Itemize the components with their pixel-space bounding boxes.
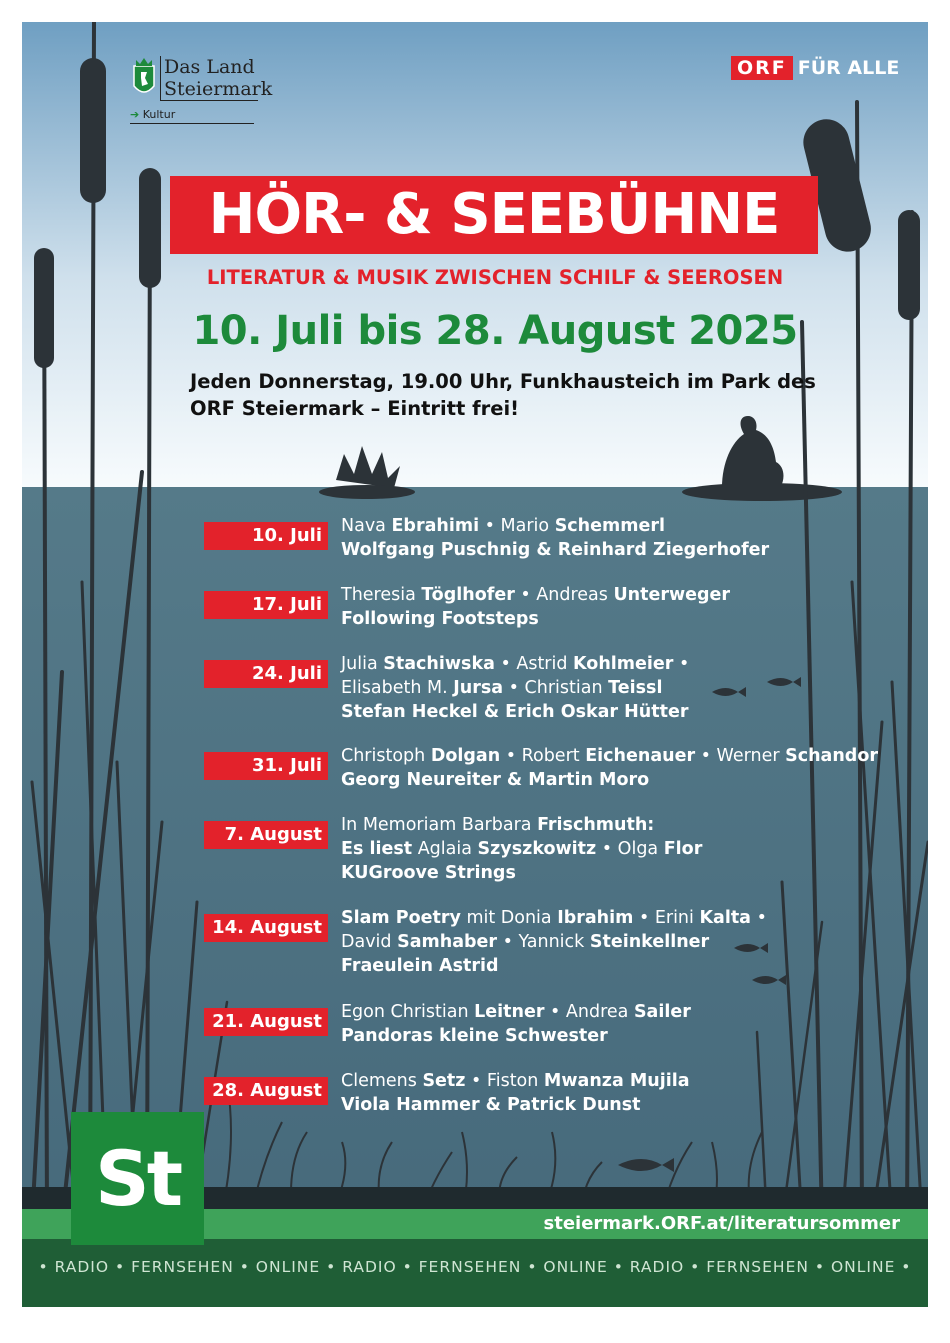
performer-name: Teissl	[608, 678, 663, 698]
land-steiermark-logo	[130, 56, 273, 126]
performer-text: Theresia	[341, 585, 422, 605]
page-title: HÖR- & SEEBÜHNE	[170, 176, 818, 254]
performer-text: • Andreas	[514, 585, 614, 605]
performer-text: Elisabeth M.	[341, 678, 454, 698]
st-logo: St	[71, 1112, 204, 1245]
performer-name: Mwanza Mujila	[543, 1071, 690, 1091]
performer-text: • Fiston	[465, 1071, 544, 1091]
program-date: 31. Juli	[204, 752, 328, 780]
orf-claim: FÜR ALLE	[797, 57, 900, 79]
performer-text: mit Donia	[460, 908, 558, 928]
performer-line	[341, 930, 901, 954]
performer-line	[341, 906, 901, 930]
performer-name: Viola Hammer & Patrick Dunst	[341, 1095, 641, 1115]
performer-text: • Olga	[596, 839, 664, 859]
performer-text: Clemens	[341, 1071, 423, 1091]
performer-name: Eichenauer	[585, 746, 696, 766]
channels-line: • RADIO • FERNSEHEN • ONLINE • RADIO • FERNSEHEN • ONLINE • RADIO • FERNSEHEN • ONLINE •	[38, 1258, 912, 1276]
program-date: 10. Juli	[204, 522, 328, 550]
performer-line	[341, 1024, 901, 1048]
performer-name: Stachiwska	[383, 654, 495, 674]
performer-text: • Erini	[633, 908, 700, 928]
performer-line	[341, 813, 901, 837]
performer-line	[341, 837, 901, 861]
performer-name: Ebrahimi	[391, 516, 480, 536]
performer-name: Kohlmeier	[573, 654, 674, 674]
performer-line	[341, 652, 901, 676]
performer-line	[341, 954, 901, 978]
performer-text: David	[341, 932, 398, 952]
performer-line	[341, 1069, 901, 1093]
performer-text: • Christian	[503, 678, 609, 698]
coat-of-arms-icon	[130, 56, 158, 100]
performer-text: In Memoriam Barbara	[341, 815, 538, 835]
performer-line	[341, 861, 901, 885]
performer-line	[341, 583, 901, 607]
performer-name: Setz	[422, 1071, 466, 1091]
orf-logo	[731, 56, 899, 80]
performer-name: Es liest	[341, 839, 413, 859]
program-performers	[341, 1069, 901, 1117]
performer-line	[341, 607, 901, 631]
performer-text: • Yannick	[497, 932, 590, 952]
website-url[interactable]: steiermark.ORF.at/literatursommer	[543, 1213, 900, 1234]
performer-text: • Andrea	[544, 1002, 634, 1022]
program-performers	[341, 652, 901, 724]
performer-name: Pandoras kleine Schwester	[341, 1026, 608, 1046]
performer-name: Kalta	[699, 908, 751, 928]
program-date: 28. August	[204, 1077, 328, 1105]
program-date: 7. August	[204, 821, 328, 849]
program-performers	[341, 1000, 901, 1048]
performer-text: •	[751, 908, 767, 928]
performer-name: Following Footsteps	[341, 609, 539, 629]
performer-line	[341, 676, 901, 700]
poster	[22, 22, 928, 1307]
event-dates: 10. Juli bis 28. August 2025	[192, 308, 798, 354]
performer-text: • Werner	[695, 746, 786, 766]
program-performers	[341, 583, 901, 631]
performer-line	[341, 744, 901, 768]
program-performers	[341, 813, 901, 885]
program-date: 21. August	[204, 1008, 328, 1036]
arrow-right-icon: ➔	[130, 108, 140, 121]
performer-name: Slam Poetry	[341, 908, 461, 928]
performer-name: Fraeulein Astrid	[341, 956, 499, 976]
performer-text: Nava	[341, 516, 392, 536]
land-sub: ➔ Kultur	[130, 108, 254, 124]
performer-line	[341, 538, 901, 562]
performer-name: Sailer	[633, 1002, 691, 1022]
performer-text: Julia	[341, 654, 384, 674]
performer-line	[341, 1093, 901, 1117]
performer-text: •	[673, 654, 690, 674]
performer-line	[341, 514, 901, 538]
performer-name: Dolgan	[430, 746, 501, 766]
program-date: 17. Juli	[204, 591, 328, 619]
performer-line	[341, 768, 901, 792]
performer-name: Schandor	[785, 746, 878, 766]
program-performers	[341, 514, 901, 562]
orf-brand: ORF	[731, 56, 793, 80]
performer-name: Töglhofer	[421, 585, 515, 605]
performer-name: Jursa	[453, 678, 504, 698]
performer-name: Ibrahim	[557, 908, 634, 928]
performer-name: Samhaber	[397, 932, 498, 952]
program-date: 24. Juli	[204, 660, 328, 688]
performer-name: Georg Neureiter & Martin Moro	[341, 770, 650, 790]
performer-name: Steinkellner	[589, 932, 710, 952]
performer-name: Szyszkowitz	[477, 839, 597, 859]
performer-name: Unterweger	[613, 585, 731, 605]
program-date: 14. August	[204, 914, 328, 942]
program-performers	[341, 906, 901, 978]
performer-name: Leitner	[474, 1002, 545, 1022]
performer-text: • Robert	[500, 746, 586, 766]
performer-text: • Astrid	[494, 654, 574, 674]
page-subtitle: LITERATUR & MUSIK ZWISCHEN SCHILF & SEEROSEN	[206, 266, 784, 289]
performer-name: Flor	[663, 839, 703, 859]
event-info: Jeden Donnerstag, 19.00 Uhr, Funkhausteich im Park des ORF Steiermark – Eintritt frei!	[190, 370, 816, 420]
performer-line	[341, 1000, 901, 1024]
performer-name: Stefan Heckel & Erich Oskar Hütter	[341, 702, 689, 722]
performer-text: Christoph	[341, 746, 431, 766]
performer-name: KUGroove Strings	[341, 863, 516, 883]
program-performers	[341, 744, 901, 792]
performer-name: Frischmuth:	[537, 815, 655, 835]
performer-text: Egon Christian	[341, 1002, 475, 1022]
performer-line	[341, 700, 901, 724]
land-name: Das Land Steiermark	[160, 56, 258, 101]
performer-name: Schemmerl	[554, 516, 665, 536]
performer-text: • Mario	[479, 516, 555, 536]
performer-name: Wolfgang Puschnig & Reinhard Ziegerhofer	[341, 540, 770, 560]
performer-text: Aglaia	[412, 839, 478, 859]
